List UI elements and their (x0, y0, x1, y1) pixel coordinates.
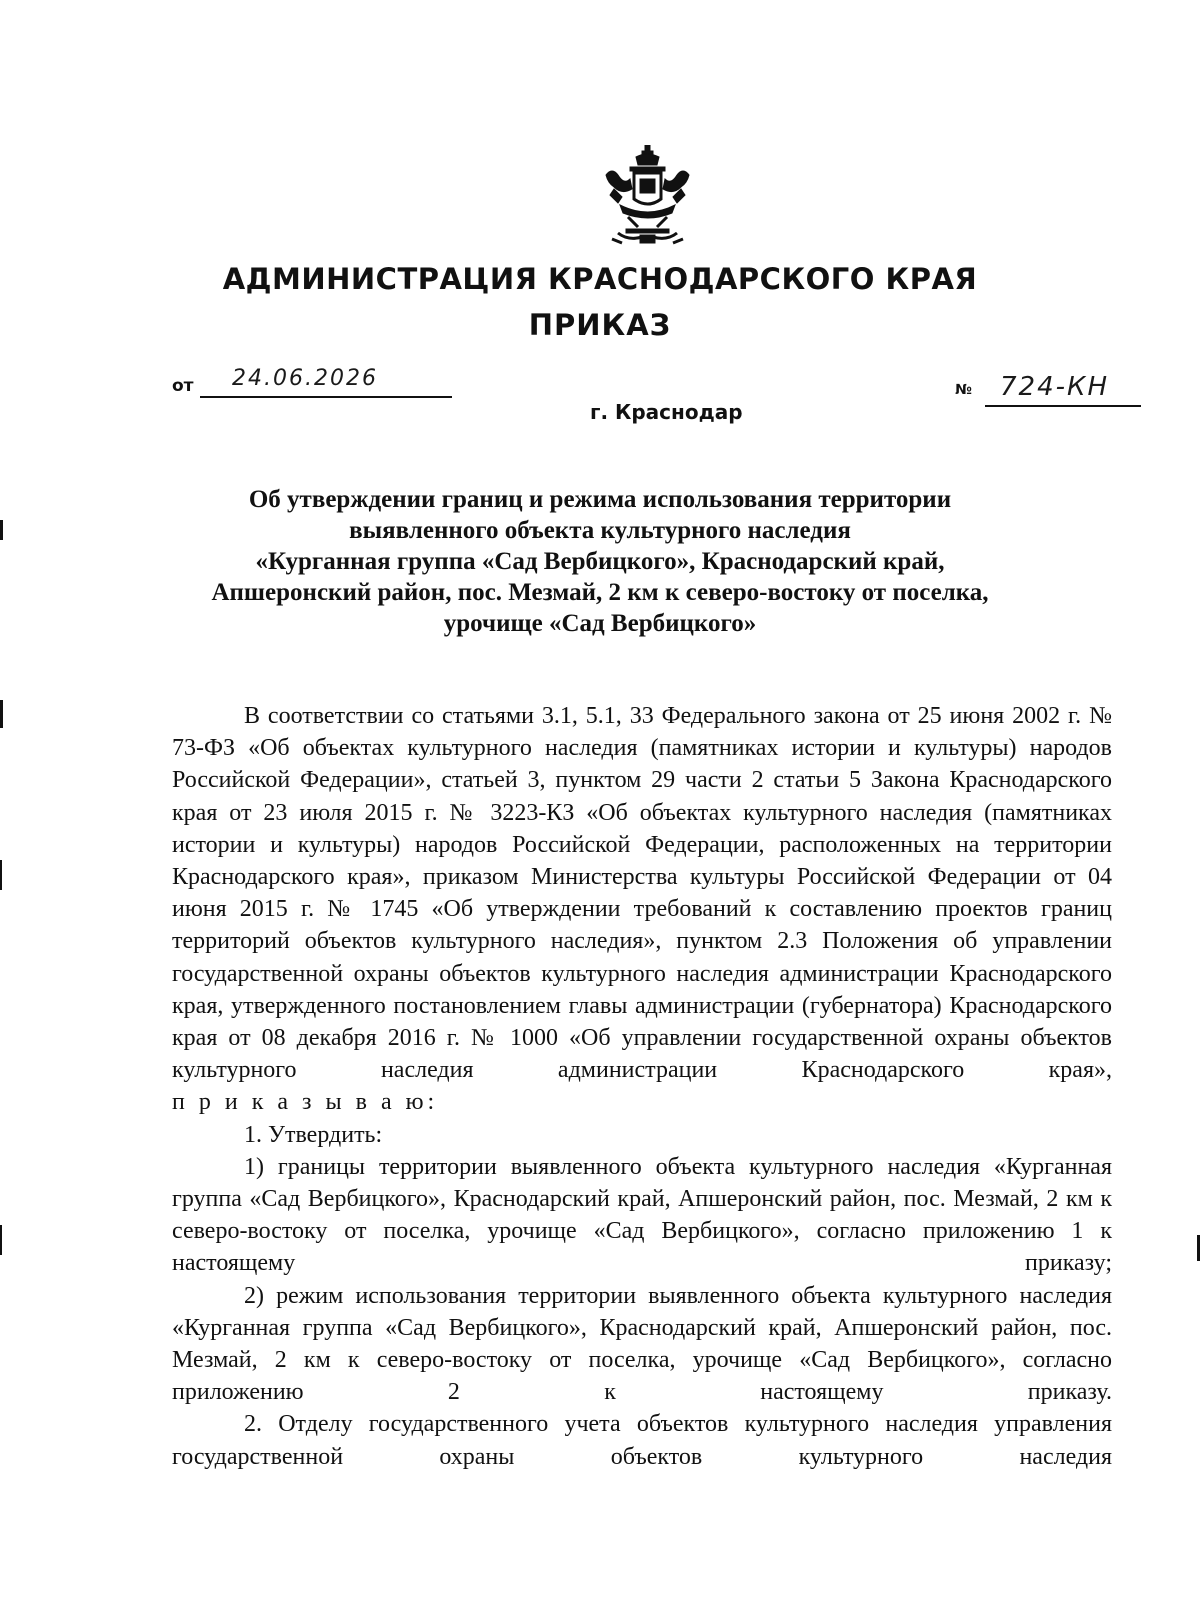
item-2: 2. Отделу государственного учета объектов культурного наследия управления государственной охраны объектов культурного наследия (172, 1411, 1112, 1470)
number-underline (985, 405, 1141, 407)
title-line: Апшеронский район, пос. Мезмай, 2 км к северо-востоку от поселка, (211, 579, 989, 606)
scan-edge-mark (0, 1225, 2, 1255)
preamble-paragraph: В соответствии со статьями 3.1, 5.1, 33 Федерального закона от 25 июня 2002 г. № 73-ФЗ «Об объектах культурного наследия (памятниках истории и культуры) народов Российской Федерации», статьей 3, пунктом 29 части 2 статьи 5 Закона Краснодарского края от 23 июля 2015 г. № 3223-КЗ «Об объектах культурного наследия (памятниках истории и культуры) народов Российской Федерации, расположенных на территории Краснодарского края», приказом Министерства культуры Российской Федерации от 04 июня 2015 г. № 1745 «Об утверждении требований к составлению проектов границ территорий объектов культурного наследия», пунктом 2.3 Положения об управлении государственной охраны объектов культурного наследия администрации Краснодарского края, утвержденного постановлением главы администрации (губернатора) Краснодарского края от 08 декабря 2016 г. № 1000 «Об управлении государственной охраны объектов культурного наследия администрации Краснодарского края», (172, 703, 1112, 1084)
item-1-1: 1) границы территории выявленного объекта культурного наследия «Курганная группа «Сад Вербицкого», Краснодарский край, Апшеронский район, пос. Мезмай, 2 км к северо-востоку от поселка, урочище «Сад Вербицкого», согласно приложению 1 к настоящему приказу; (172, 1153, 1112, 1277)
title-line: урочище «Сад Вербицкого» (443, 610, 757, 637)
document-title (150, 484, 1050, 639)
coat-of-arms-icon (600, 145, 695, 245)
scan-edge-mark (0, 700, 3, 728)
city: г. Краснодар (590, 400, 743, 424)
date-value: 24.06.2026 (232, 366, 378, 391)
document-type: ПРИКАЗ (528, 308, 672, 342)
title-line: выявленного объекта культурного наследия (349, 517, 851, 544)
organization-title: АДМИНИСТРАЦИЯ КРАСНОДАРСКОГО КРАЯ (222, 262, 978, 296)
item-1-2: 2) режим использования территории выявленного объекта культурного наследия «Курганная группа «Сад Вербицкого», Краснодарский край, Апшеронский район, пос. Мезмай, 2 км к северо-востоку от поселка, урочище «Сад Вербицкого», согласно приложению 2 к настоящему приказу. (172, 1282, 1112, 1406)
order-word: п р и к а з ы в а ю: (172, 1089, 439, 1116)
scan-edge-mark (0, 520, 3, 540)
number-label: № (955, 382, 972, 398)
number-value: 724-КН (1000, 372, 1110, 402)
document-body (172, 700, 1112, 1473)
title-line: «Курганная группа «Сад Вербицкого», Краснодарский край, (255, 548, 945, 575)
scan-edge-mark (0, 860, 2, 890)
title-line: Об утверждении границ и режима использования территории (248, 486, 952, 513)
date-underline (200, 396, 452, 398)
date-label: от (172, 376, 194, 396)
item-1: 1. Утвердить: (244, 1121, 383, 1148)
